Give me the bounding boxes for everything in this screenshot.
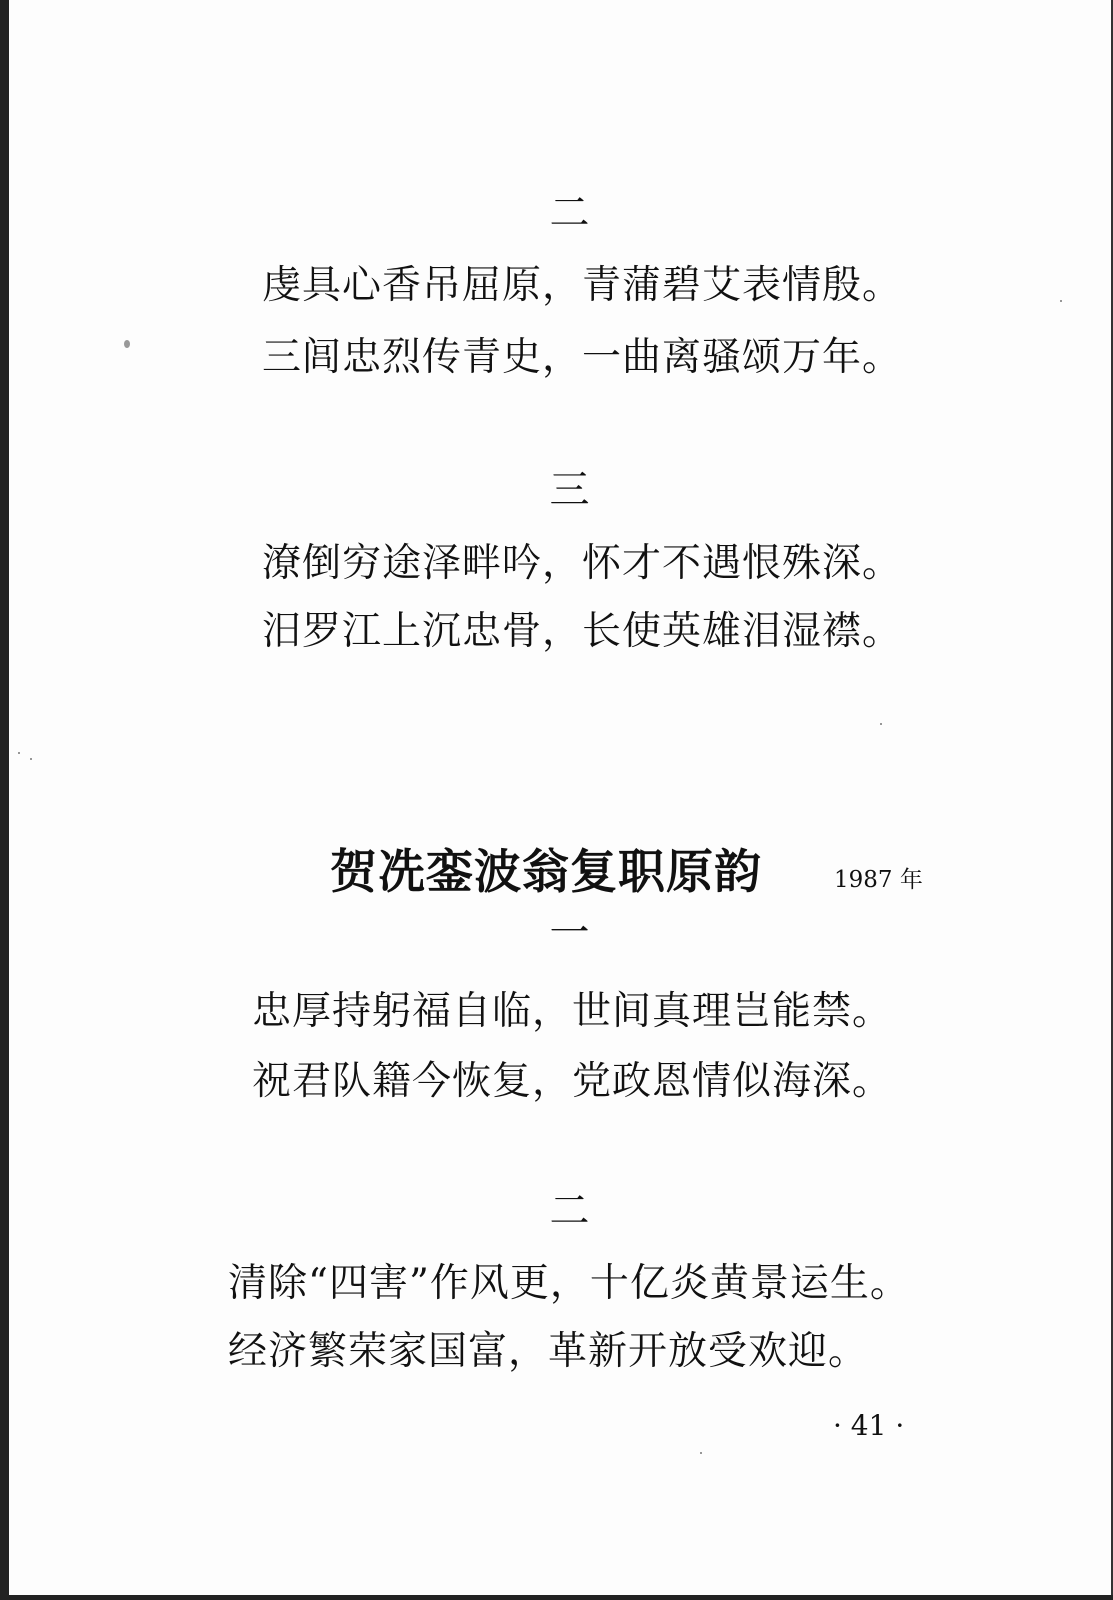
section-number	[0, 1188, 1113, 1234]
scan-bottom-border	[0, 1595, 1113, 1600]
section-number-text: 三	[549, 467, 590, 513]
poem-title: 贺冼銮波翁复职原韵	[330, 845, 762, 900]
scan-left-border	[0, 0, 9, 1600]
scan-speck	[880, 723, 882, 725]
poem-line: 忠厚持躬福自临，世间真理岂能禁。	[252, 989, 893, 1034]
section-number	[0, 910, 1113, 956]
poem-line: 汨罗江上沉忠骨，长使英雄泪湿襟。	[262, 609, 903, 654]
poem-line: 清除“四害”作风更，十亿炎黄景运生。	[228, 1261, 910, 1306]
scan-speck	[124, 340, 130, 348]
poem-line: 祝君队籍今恢复，党政恩情似海深。	[252, 1059, 893, 1104]
section-number-text: 二	[549, 190, 590, 236]
scan-speck	[1060, 300, 1062, 302]
page-number: · 41 ·	[833, 1409, 905, 1442]
section-number	[0, 467, 1113, 513]
poem-line: 潦倒穷途泽畔吟，怀才不遇恨殊深。	[262, 541, 903, 586]
poem-line: 虔具心香吊屈原，青蒲碧艾表情殷。	[262, 263, 903, 308]
poem-year: 1987 年	[834, 867, 923, 893]
scan-speck	[18, 752, 20, 754]
scan-speck	[30, 758, 32, 760]
section-number	[0, 190, 1113, 236]
section-number-text: 一	[549, 910, 590, 956]
scan-speck	[700, 1452, 702, 1454]
poem-line: 三闾忠烈传青史，一曲离骚颂万年。	[262, 335, 903, 380]
section-number-text: 二	[549, 1188, 590, 1234]
poem-line: 经济繁荣家国富，革新开放受欢迎。	[228, 1329, 869, 1374]
